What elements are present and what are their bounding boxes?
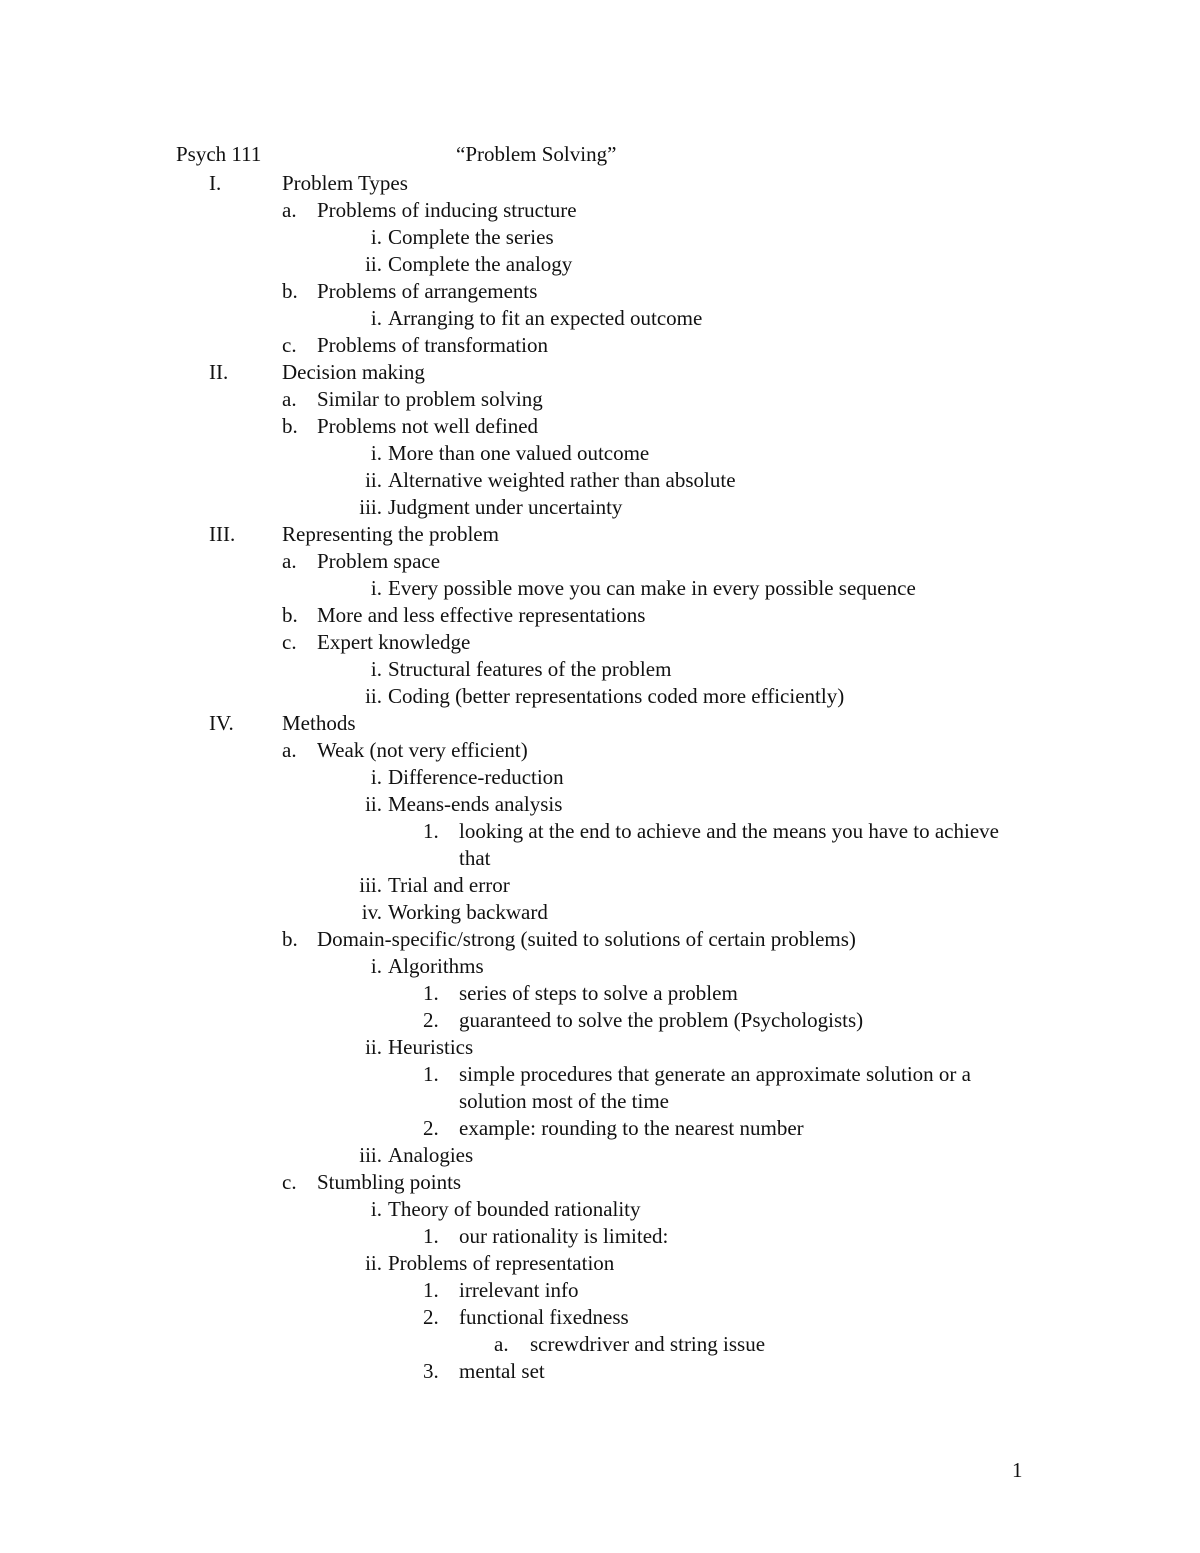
outline-item-level-5 — [0, 1331, 1200, 1358]
outline-text: Judgment under uncertainty — [388, 495, 623, 519]
outline-marker: 1. — [423, 1224, 439, 1248]
outline-item-level-3 — [0, 1250, 1200, 1277]
outline-marker: II. — [209, 360, 229, 384]
outline-item-level-3 — [0, 1034, 1200, 1061]
outline-item-level-2 — [0, 737, 1200, 764]
outline-text: Domain-specific/strong (suited to solutions of certain problems) — [317, 927, 856, 951]
outline-text: Analogies — [388, 1143, 474, 1167]
outline-item-level-3 — [0, 1142, 1200, 1169]
outline-item-level-4 — [0, 980, 1200, 1007]
outline-text: guaranteed to solve the problem (Psychologists) — [459, 1008, 864, 1032]
outline-item-level-2 — [0, 278, 1200, 305]
outline-text: looking at the end to achieve and the means you have to achieve that — [459, 819, 999, 870]
outline-marker: ii. — [365, 252, 382, 276]
outline-marker: i. — [370, 576, 382, 600]
outline-item-level-3 — [0, 575, 1200, 602]
outline-item-level-4 — [0, 1061, 1200, 1115]
page-number: 1 — [1012, 1458, 1023, 1482]
outline-text: Problems of transformation — [317, 333, 548, 357]
outline-text: Heuristics — [388, 1035, 474, 1059]
outline-marker: 1. — [423, 1278, 439, 1302]
outline-item-level-2 — [0, 926, 1200, 953]
outline-item-level-3 — [0, 494, 1200, 521]
outline-text: Means-ends analysis — [388, 792, 563, 816]
outline-item-level-3 — [0, 872, 1200, 899]
outline-item-level-2 — [0, 413, 1200, 440]
outline-item-level-3 — [0, 440, 1200, 467]
outline-marker: c. — [282, 1170, 297, 1194]
outline-text: Complete the analogy — [388, 252, 573, 276]
outline-item-level-2 — [0, 602, 1200, 629]
outline-item-level-4 — [0, 1007, 1200, 1034]
outline-marker: a. — [494, 1332, 509, 1356]
outline-item-level-2 — [0, 197, 1200, 224]
outline-text: Problems of representation — [388, 1251, 615, 1275]
outline-item-level-3 — [0, 791, 1200, 818]
outline-marker: iii. — [359, 495, 382, 519]
outline-marker: 1. — [423, 1062, 439, 1086]
outline-text: Methods — [282, 711, 356, 735]
outline-text: our rationality is limited: — [459, 1224, 669, 1248]
outline-marker: b. — [282, 414, 298, 438]
outline-item-level-1 — [0, 710, 1200, 737]
outline-item-level-3 — [0, 251, 1200, 278]
outline-text: example: rounding to the nearest number — [459, 1116, 804, 1140]
outline-marker: ii. — [365, 468, 382, 492]
outline-text: Every possible move you can make in every possible sequence — [388, 576, 916, 600]
outline-marker: 2. — [423, 1008, 439, 1032]
outline-marker: i. — [370, 1197, 382, 1221]
outline-item-level-3 — [0, 683, 1200, 710]
outline-marker: III. — [209, 522, 236, 546]
outline-marker: 1. — [423, 819, 439, 843]
outline-item-level-4 — [0, 1115, 1200, 1142]
outline-item-level-3 — [0, 467, 1200, 494]
outline-marker: ii. — [365, 1251, 382, 1275]
outline-text: Expert knowledge — [317, 630, 471, 654]
outline-item-level-2 — [0, 629, 1200, 656]
outline-marker: i. — [370, 765, 382, 789]
outline-item-level-4 — [0, 818, 1200, 872]
outline-text: screwdriver and string issue — [530, 1332, 766, 1356]
outline-item-level-4 — [0, 1277, 1200, 1304]
outline-marker: b. — [282, 603, 298, 627]
outline-marker: c. — [282, 333, 297, 357]
outline-item-level-3 — [0, 305, 1200, 332]
outline-item-level-3 — [0, 1196, 1200, 1223]
outline-marker: 1. — [423, 981, 439, 1005]
outline-item-level-1 — [0, 170, 1200, 197]
course-name: Psych 111 — [176, 142, 262, 166]
outline-marker: b. — [282, 279, 298, 303]
outline-text: Decision making — [282, 360, 425, 384]
outline-item-level-3 — [0, 764, 1200, 791]
outline-item-level-2 — [0, 332, 1200, 359]
outline-text: Alternative weighted rather than absolute — [388, 468, 736, 492]
outline-marker: IV. — [209, 711, 234, 735]
outline-item-level-3 — [0, 899, 1200, 926]
outline-text: Weak (not very efficient) — [317, 738, 528, 762]
document-header — [176, 142, 1076, 172]
outline-marker: iii. — [359, 1143, 382, 1167]
outline-marker: b. — [282, 927, 298, 951]
outline-text: Problem Types — [282, 171, 408, 195]
outline-text: Theory of bounded rationality — [388, 1197, 641, 1221]
outline-text: Arranging to fit an expected outcome — [388, 306, 703, 330]
outline-text: Problem space — [317, 549, 441, 573]
outline-item-level-2 — [0, 386, 1200, 413]
outline-item-level-2 — [0, 548, 1200, 575]
outline-item-level-4 — [0, 1358, 1200, 1385]
outline-marker: iv. — [361, 900, 382, 924]
outline-text: Representing the problem — [282, 522, 499, 546]
outline-text: Stumbling points — [317, 1170, 462, 1194]
outline-marker: a. — [282, 198, 297, 222]
outline-marker: 3. — [423, 1359, 439, 1383]
outline-marker: i. — [370, 657, 382, 681]
outline-item-level-2 — [0, 1169, 1200, 1196]
outline-text: Difference-reduction — [388, 765, 564, 789]
outline-marker: i. — [370, 441, 382, 465]
outline-item-level-4 — [0, 1304, 1200, 1331]
outline-item-level-1 — [0, 359, 1200, 386]
outline-marker: i. — [370, 225, 382, 249]
outline-marker: iii. — [359, 873, 382, 897]
outline-marker: a. — [282, 387, 297, 411]
outline-text: Structural features of the problem — [388, 657, 672, 681]
outline-marker: ii. — [365, 1035, 382, 1059]
outline-text: Algorithms — [388, 954, 484, 978]
outline-item-level-4 — [0, 1223, 1200, 1250]
outline-marker: i. — [370, 954, 382, 978]
outline-marker: c. — [282, 630, 297, 654]
outline-text: Working backward — [388, 900, 548, 924]
outline-text: series of steps to solve a problem — [459, 981, 738, 1005]
outline-marker: a. — [282, 738, 297, 762]
outline-marker: i. — [370, 306, 382, 330]
outline-marker: I. — [209, 171, 222, 195]
outline-text: More and less effective representations — [317, 603, 646, 627]
outline-text: Problems of inducing structure — [317, 198, 577, 222]
outline-item-level-3 — [0, 953, 1200, 980]
outline-marker: 2. — [423, 1116, 439, 1140]
outline-marker: 2. — [423, 1305, 439, 1329]
outline-text: Problems of arrangements — [317, 279, 538, 303]
outline-text: Problems not well defined — [317, 414, 539, 438]
page-title: “Problem Solving” — [456, 142, 617, 166]
outline-text: Coding (better representations coded more efficiently) — [388, 684, 845, 708]
outline-text: mental set — [459, 1359, 545, 1383]
outline-text: functional fixedness — [459, 1305, 629, 1329]
outline-text: simple procedures that generate an approximate solution or a solution most of the time — [459, 1062, 971, 1113]
outline-marker: ii. — [365, 684, 382, 708]
outline-item-level-3 — [0, 224, 1200, 251]
outline-text: Trial and error — [388, 873, 510, 897]
outline-item-level-3 — [0, 656, 1200, 683]
outline-text: More than one valued outcome — [388, 441, 650, 465]
outline-text: irrelevant info — [459, 1278, 579, 1302]
outline-text: Similar to problem solving — [317, 387, 543, 411]
outline-item-level-1 — [0, 521, 1200, 548]
outline — [0, 170, 1200, 1385]
outline-marker: a. — [282, 549, 297, 573]
outline-text: Complete the series — [388, 225, 554, 249]
outline-marker: ii. — [365, 792, 382, 816]
